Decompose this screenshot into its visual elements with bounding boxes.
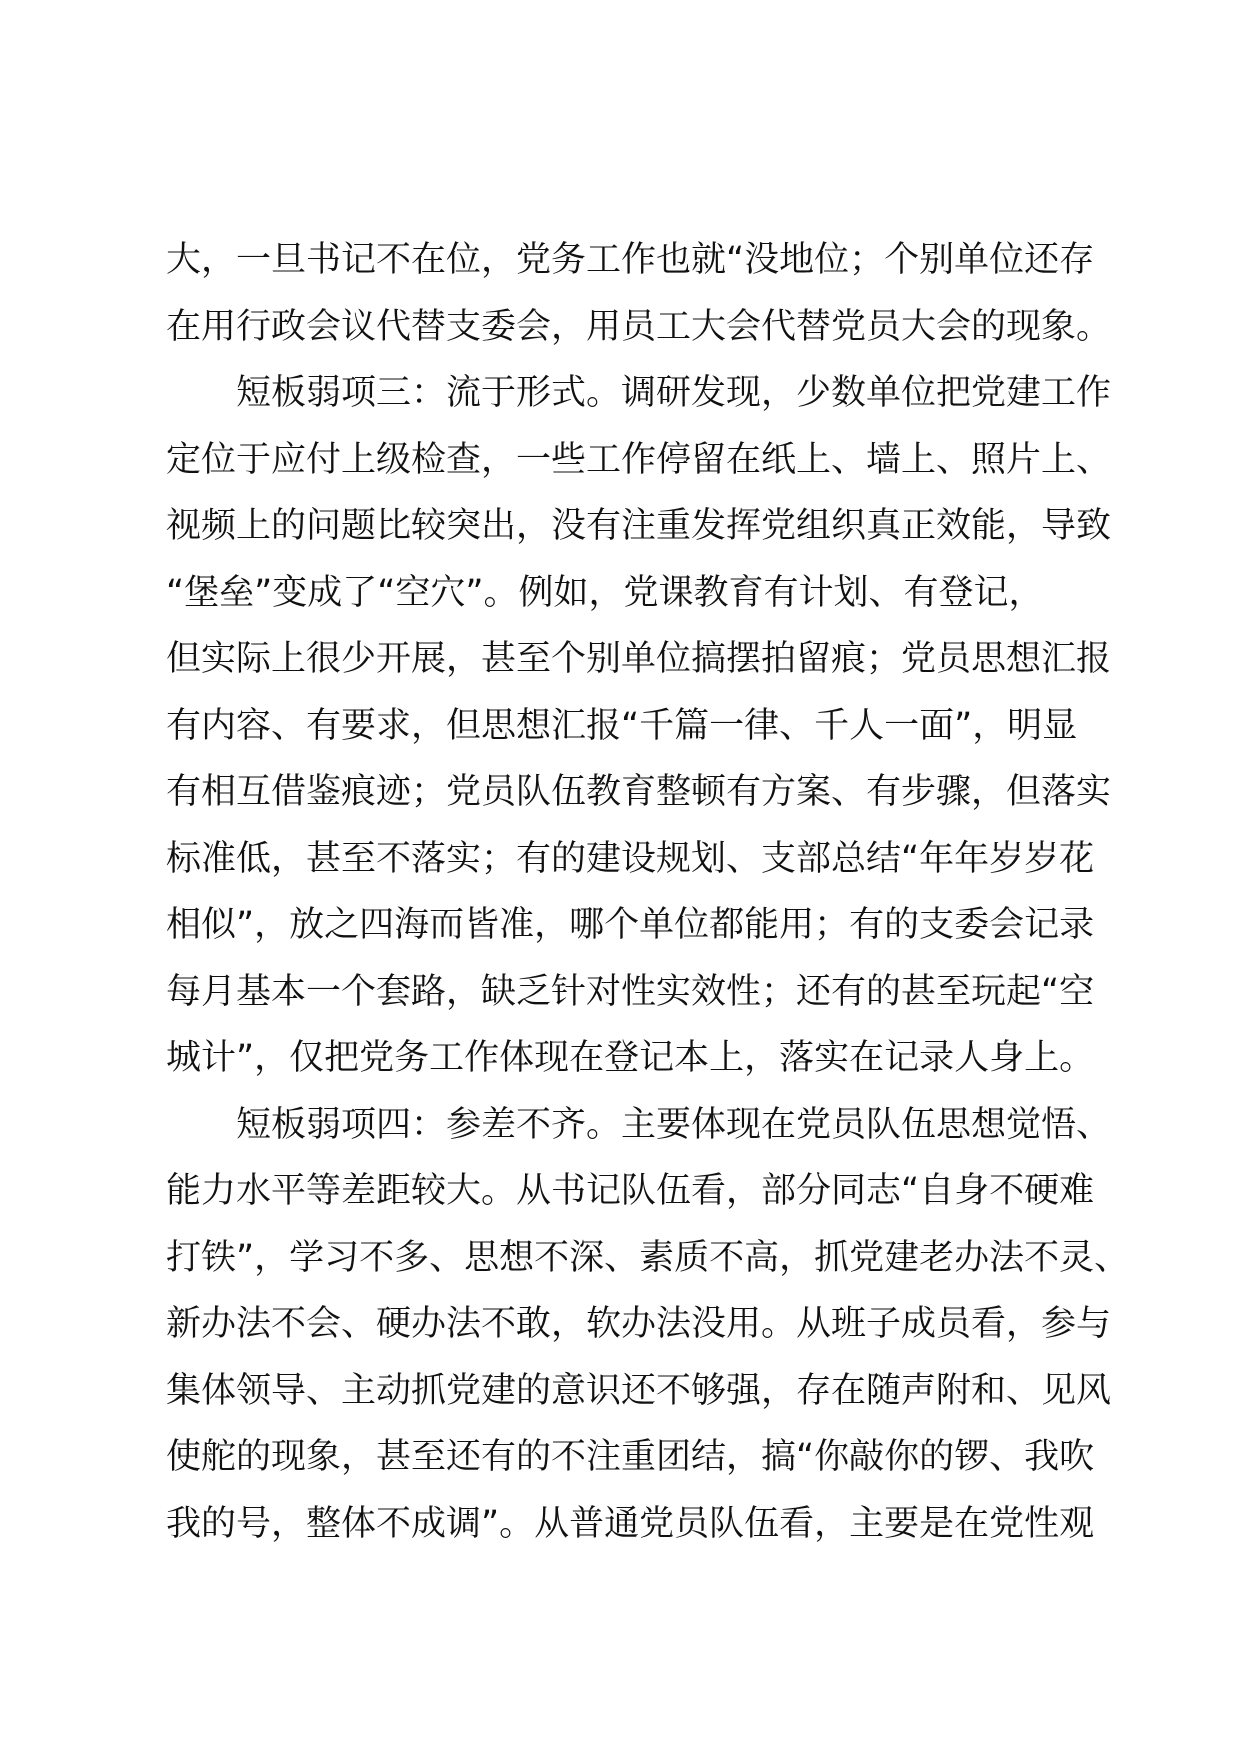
text-line: 集体领导、主动抓党建的意识还不够强，存在随声附和、见风: [166, 1370, 1112, 1411]
paragraph-first-line: 短板弱项三：流于形式。调研发现，少数单位把党建工作: [236, 373, 1112, 413]
text-line: 视频上的问题比较突出，没有注重发挥党组织真正效能，导致: [166, 506, 1112, 546]
text-line: 新办法不会、硬办法不敢，软办法没用。从班子成员看，参与: [166, 1304, 1112, 1344]
text-line: 标准低，甚至不落实；有的建设规划、支部总结“年年岁岁花: [166, 838, 1095, 879]
text-line: 有相互借鉴痕迹；党员队伍教育整顿有方案、有步骤，但落实: [166, 772, 1112, 812]
text-line: 城计”，仅把党务工作体现在登记本上，落实在记录人身上。: [166, 1038, 1095, 1078]
text-line: 定位于应付上级检查，一些工作停留在纸上、墙上、照片上、: [166, 439, 1112, 480]
text-line: 我的号，整体不成调”。从普通党员队伍看，主要是在党性观: [166, 1503, 1095, 1544]
text-line: 使舵的现象，甚至还有的不注重团结，搞“你敲你的锣、我吹: [166, 1437, 1095, 1477]
text-line: 打铁”，学习不多、思想不深、素质不高，抓党建老办法不灵、: [166, 1237, 1130, 1278]
text-line: 大，一旦书记不在位，党务工作也就“没地位；个别单位还存: [166, 240, 1095, 280]
document-body: [166, 227, 1130, 1557]
text-line: 但实际上很少开展，甚至个别单位搞摆拍留痕；党员思想汇报: [166, 639, 1112, 679]
text-line: 有内容、有要求，但思想汇报“千篇一律、千人一面”，明显: [166, 705, 1078, 746]
paragraph-first-line: 短板弱项四：参差不齐。主要体现在党员队伍思想觉悟、: [236, 1104, 1112, 1145]
text-line: 相似”，放之四海而皆准，哪个单位都能用；有的支委会记录: [166, 905, 1095, 945]
text-line: “堡垒”变成了“空穴”。例如，党课教育有计划、有登记，: [166, 572, 1044, 613]
text-line: 每月基本一个套路，缺乏针对性实效性；还有的甚至玩起“空: [166, 971, 1095, 1012]
text-line: 能力水平等差距较大。从书记队伍看，部分同志“自身不硬难: [166, 1171, 1095, 1211]
text-line: 在用行政会议代替支委会，用员工大会代替党员大会的现象。: [166, 306, 1112, 347]
